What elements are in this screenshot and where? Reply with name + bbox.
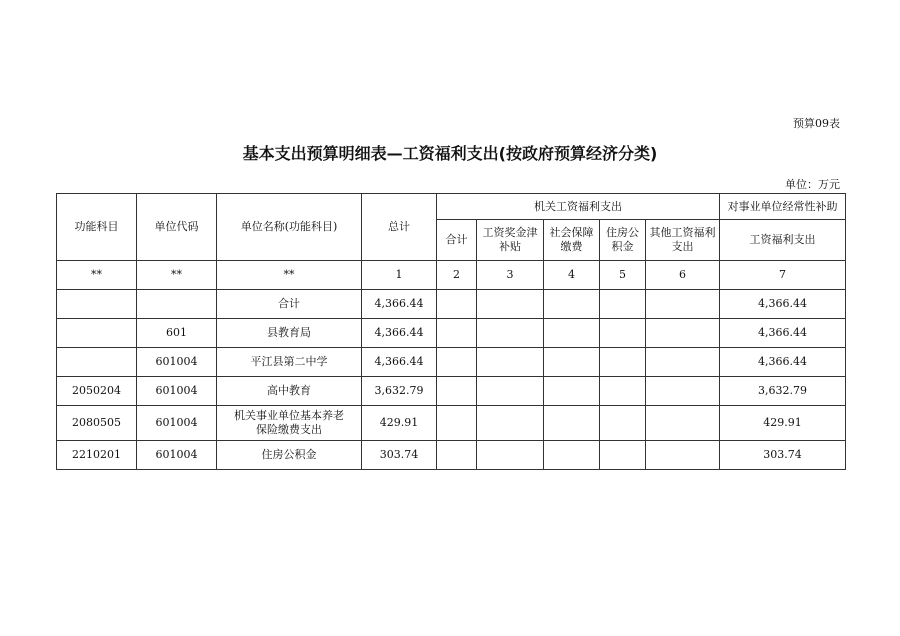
index-cell: 1 — [362, 261, 437, 290]
index-cell: 6 — [646, 261, 720, 290]
index-cell: 5 — [600, 261, 646, 290]
value-cell — [477, 290, 544, 319]
table-row — [57, 441, 846, 470]
table-row — [57, 377, 846, 406]
value-cell — [437, 319, 477, 348]
inst-total-cell: 3,632.79 — [720, 377, 846, 406]
subject-cell: 2210201 — [57, 441, 137, 470]
header-code: 单位代码 — [137, 194, 217, 261]
code-cell: 601004 — [137, 441, 217, 470]
value-cell — [477, 348, 544, 377]
header-inst-group: 对事业单位经常性补助 — [720, 194, 846, 220]
value-cell — [646, 377, 720, 406]
header-row-1 — [57, 194, 846, 220]
header-org-col: 其他工资福利 支出 — [646, 220, 720, 261]
value-cell — [646, 406, 720, 441]
header-org-group: 机关工资福利支出 — [437, 194, 720, 220]
value-cell — [437, 406, 477, 441]
subject-cell: 2080505 — [57, 406, 137, 441]
header-subject: 功能科目 — [57, 194, 137, 261]
value-cell — [600, 319, 646, 348]
index-cell: ** — [137, 261, 217, 290]
total-cell: 4,366.44 — [362, 319, 437, 348]
value-cell — [600, 377, 646, 406]
value-cell — [477, 319, 544, 348]
index-cell: 4 — [544, 261, 600, 290]
header-org-col: 社会保障 缴费 — [544, 220, 600, 261]
subject-cell: 2050204 — [57, 377, 137, 406]
table-body — [57, 290, 846, 470]
value-cell — [477, 406, 544, 441]
value-cell — [646, 290, 720, 319]
subject-cell — [57, 319, 137, 348]
value-cell — [437, 348, 477, 377]
name-cell: 机关事业单位基本养老 保险缴费支出 — [217, 406, 362, 441]
value-cell — [544, 348, 600, 377]
code-cell: 601004 — [137, 377, 217, 406]
code-cell: 601004 — [137, 406, 217, 441]
index-row — [57, 261, 846, 290]
code-cell: 601004 — [137, 348, 217, 377]
unit-label: 单位：万元 — [785, 178, 840, 191]
index-cell: 7 — [720, 261, 846, 290]
value-cell — [646, 348, 720, 377]
name-cell: 县教育局 — [217, 319, 362, 348]
name-cell: 合计 — [217, 290, 362, 319]
index-cell: ** — [57, 261, 137, 290]
budget-table — [56, 193, 846, 470]
value-cell — [437, 290, 477, 319]
name-cell: 高中教育 — [217, 377, 362, 406]
header-total: 总计 — [362, 194, 437, 261]
form-number: 预算09表 — [793, 117, 840, 130]
code-cell — [137, 290, 217, 319]
value-cell — [437, 377, 477, 406]
total-cell: 4,366.44 — [362, 348, 437, 377]
value-cell — [646, 441, 720, 470]
index-cell: ** — [217, 261, 362, 290]
table-row — [57, 290, 846, 319]
value-cell — [477, 377, 544, 406]
inst-total-cell: 429.91 — [720, 406, 846, 441]
name-cell: 住房公积金 — [217, 441, 362, 470]
value-cell — [544, 319, 600, 348]
header-org-col: 合计 — [437, 220, 477, 261]
index-cell: 2 — [437, 261, 477, 290]
header-org-col: 住房公 积金 — [600, 220, 646, 261]
inst-total-cell: 4,366.44 — [720, 319, 846, 348]
inst-total-cell: 303.74 — [720, 441, 846, 470]
table-row — [57, 319, 846, 348]
value-cell — [600, 441, 646, 470]
total-cell: 3,632.79 — [362, 377, 437, 406]
total-cell: 4,366.44 — [362, 290, 437, 319]
table-row — [57, 348, 846, 377]
subject-cell — [57, 348, 137, 377]
value-cell — [544, 377, 600, 406]
value-cell — [600, 406, 646, 441]
total-cell: 303.74 — [362, 441, 437, 470]
header-inst-col: 工资福利支出 — [720, 220, 846, 261]
name-cell: 平江县第二中学 — [217, 348, 362, 377]
value-cell — [544, 290, 600, 319]
inst-total-cell: 4,366.44 — [720, 348, 846, 377]
index-cell: 3 — [477, 261, 544, 290]
header-org-col: 工资奖金津 补贴 — [477, 220, 544, 261]
value-cell — [600, 290, 646, 319]
code-cell: 601 — [137, 319, 217, 348]
page-title: 基本支出预算明细表—工资福利支出(按政府预算经济分类) — [242, 144, 658, 163]
value-cell — [544, 406, 600, 441]
header-name: 单位名称(功能科目) — [217, 194, 362, 261]
value-cell — [600, 348, 646, 377]
value-cell — [477, 441, 544, 470]
value-cell — [646, 319, 720, 348]
total-cell: 429.91 — [362, 406, 437, 441]
subject-cell — [57, 290, 137, 319]
inst-total-cell: 4,366.44 — [720, 290, 846, 319]
table-row — [57, 406, 846, 441]
value-cell — [544, 441, 600, 470]
value-cell — [437, 441, 477, 470]
